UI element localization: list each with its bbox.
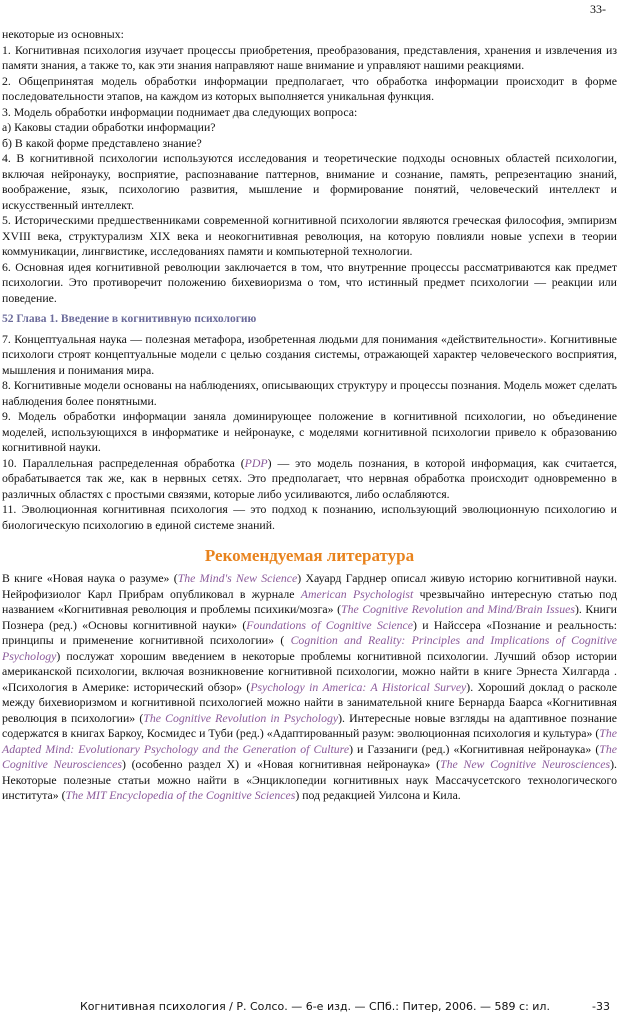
lit-title: Foundations of Cognitive Science [246,617,413,632]
lit-text: ) и Газзаниги (ред.) «Когнитивная нейронаука» ( [349,741,600,756]
summary-item-2: 2. Общепринятая модель обработки информации предполагает, что обработка информации происходит в форме последовательности этапов, на каждом из которых выполняется уникальная функция. [2,73,617,103]
page-number-top: 33- [590,2,606,16]
lit-title: American Psychologist [300,586,414,601]
lit-text: ) послужат хорошим введением в некоторые проблемы когнитивной психологии. Лучший обзор истории американской психологии, включая возникновение когнитивной психологии, можно найти в книге Эрнеста Хилгарда . «Психология в Америке: исторический обзор» ( [2,648,617,694]
lit-text: ) под редакцией Уилсона и Кила. [295,788,461,802]
lit-title: The Cognitive Revolution in Psychology [143,710,339,725]
lit-text: ) (особенно раздел X) и «Новая когнитивная нейронаука» ( [121,757,441,771]
summary-list-a [2,27,617,306]
lit-title: The New Cognitive Neurosciences [440,757,611,771]
summary-item-1: 1. Когнитивная психология изучает процессы приобретения, преобразования, представления, хранения и извлечения из памяти знания, а также то, как эти знания направляют наше внимание и управляют нашими реакциями. [2,42,617,72]
summary-item-6: 6. Основная идея когнитивной революции заключается в том, что внутренние процессы рассматриваются как предмет психологии. Это противоречит положению бихевиоризма о том, что истинный предмет психологии — реакции или поведение. [2,259,617,305]
summary-item-10 [2,456,617,503]
lit-title: The Adapted Mind: Evolutionary Psychology and the Generation of Culture [2,726,617,756]
footer-citation: Когнитивная психология / Р. Солсо. — 6-е изд. — СПб.: Питер, 2006. — 589 с: ил. [80,1000,550,1013]
summary-item-7: 7. Концептуальная наука — полезная метафора, изобретенная людьми для понимания «действительности». Когнитивные психологи строят концептуальные модели с целью создания системы, отражающей характер человеческого восприятия, мышления и понимания мира. [2,331,617,377]
lit-title: Cognition and Reality: Principles and Implications of Cognitive Psychology [2,633,618,663]
lit-title: The Cognitive Neurosciences [2,741,617,771]
lit-text: ) Хауард Гарднер описал живую историю когнитивной науки. Нейрофизиолог Карл Прибрам опубликовал в журнале [2,571,617,601]
summary-item-9: 9. Модель обработки информации заняла доминирующее положение в когнитивной психологии, но объединение моделей, использующихся в информатике и нейронауке, с моделями когнитивной психологии привело к образованию когнитивной науки. [2,409,617,454]
lit-text: ). Некоторые полезные статьи можно найти в «Энциклопедии когнитивных наук Массачусетского технологического института» ( [2,757,617,802]
summary-item-4: 4. В когнитивной психологии используются исследования и теоретические подходы основных областей психологии, включая нейронауку, восприятие, распознавание паттернов, внимание и сознание, память, репрезентацию знаний, воображение, язык, психологию развития, мышление и формирование понятий, человеческий интеллект и искусственный интеллект. [2,151,617,212]
item10-before: 10. Параллельная распределенная обработка ( [2,455,245,470]
lit-text: ) и Найссера «Познание и реальность: принципы и применение когнитивной психологии» ( [2,617,618,647]
lit-text: В книге «Новая наука о разуме» ( [2,571,178,585]
summary-item-8: 8. Когнитивные модели основаны на наблюдениях, описывающих структуру и процессы познания. Модель может сделать наблюдения более понятными. [2,378,617,408]
lit-text: ). Хороший доклад о расколе между бихевиоризмом и когнитивной психологией можно найти в занимательной книге Бернарда Баарса «Когнитивная революция в психологии» ( [2,679,617,725]
summary-item-3: 3. Модель обработки информации поднимает два следующих вопроса: [2,104,358,119]
page-footer [0,1000,620,1016]
summary-list-b [2,332,617,534]
item10-abbr: PDP [244,455,268,470]
lit-text: ). Интересные новые взгляды на адаптивное познание содержатся в книгах Баркоу, Космидес и Туби (ред.) «Адаптированный разум: эволюционная психология и культура» ( [2,710,617,740]
summary-item-3a: а) Каковы стадии обработки информации? [2,120,216,134]
lit-text: ). Книги Познера (ред.) «Основы когнитивной науки» ( [2,602,617,632]
chapter-heading: 52 Глава 1. Введение в когнитивную психологию [2,313,257,325]
summary-item-11: 11. Эволюционная когнитивная психология — это подход к познанию, использующий эволюционную психологию и биологическую психологию в единой системе знаний. [2,502,617,532]
page-content [2,27,617,804]
intro-line: некоторые из основных: [2,27,124,41]
section-title: Рекомендуемая литература [204,546,415,565]
item10-after: ) — это модель познания, в которой информация, как считается, обрабатывается так же, как в нервных сетях. Это предполагает, что нервная обработка происходит одновременно в различных областях с простыми связями, которые либо усиливаются, либо ослабляются. [2,455,617,501]
lit-title: Psychology in America: A Historical Survey [250,679,467,694]
lit-title: The MIT Encyclopedia of the Cognitive Sciences [65,788,296,802]
summary-item-5: 5. Историческими предшественниками современной когнитивной психологии являются греческая философия, эмпиризм XVIII века, структурализм XIX века и неокогнитивная революция, на которую повлияли новые успехи в теории коммуникации, лингвистике, исследованиях памяти и компьютерной технологии. [2,213,617,258]
lit-text: чрезвычайно интересную статью под названием «Когнитивная революция и проблемы психики/мозга» ( [2,586,617,616]
literature-paragraph [2,571,617,804]
lit-title: The Mind's New Science [177,571,298,585]
lit-title: The Cognitive Revolution and Mind/Brain Issues [341,602,575,616]
summary-item-3b: б) В какой форме представлено знание? [2,135,202,150]
page-number-bottom: -33 [592,1000,610,1013]
